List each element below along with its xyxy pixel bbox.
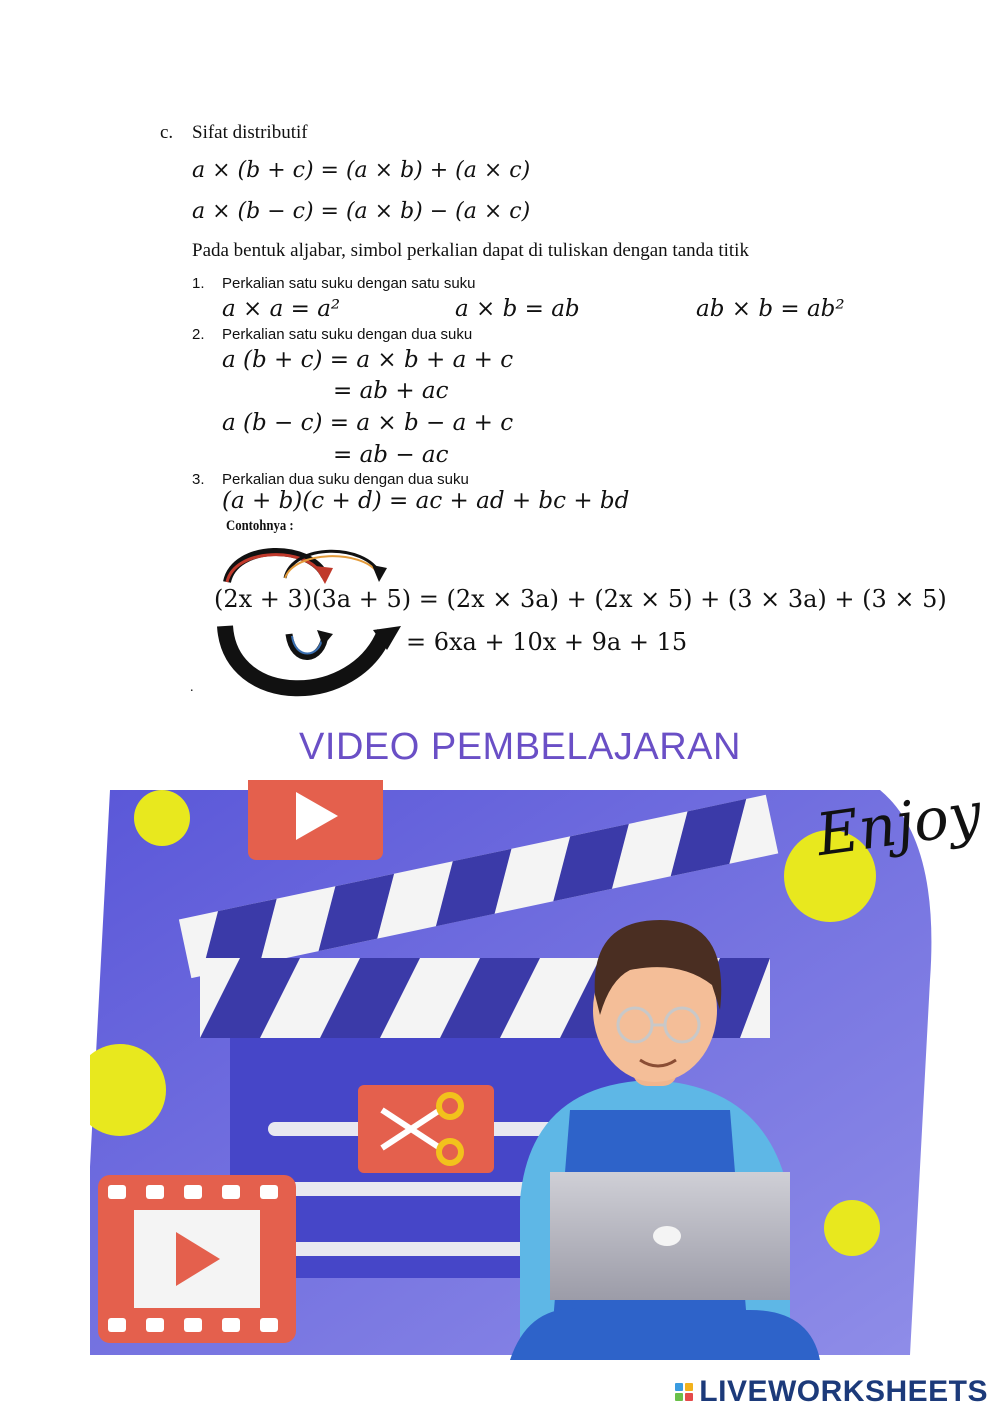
liveworksheets-logo[interactable] <box>675 1376 988 1408</box>
list-number-1: 1. <box>192 275 205 292</box>
section-letter: c. <box>160 122 174 143</box>
top-arrow-red <box>227 552 325 582</box>
section-paragraph: Pada bentuk aljabar, simbol perkalian dapat di tuliskan dengan tanda titik <box>192 240 749 261</box>
list-number-3: 3. <box>192 471 205 488</box>
list1-math-b: a × b = ab <box>455 296 580 322</box>
example-label: Contohnya : <box>226 518 294 534</box>
list-title-2: Perkalian satu suku dengan dua suku <box>222 326 473 343</box>
film-strip-icon <box>98 1175 296 1343</box>
list2-math-line1: a (b + c) = a × b + a + c <box>222 347 514 373</box>
example-equation-line1: (2x + 3)(3a + 5) = (2x × 3a) + (2x × 5) + (3 × 3a) + (3 × 5) <box>214 585 947 613</box>
list2-math-line4: = ab − ac <box>333 442 449 468</box>
svg-text:Enjoy: Enjoy <box>812 778 986 870</box>
list-number-2: 2. <box>192 326 205 343</box>
logo-icon <box>675 1383 693 1401</box>
scissors-icon <box>358 1085 494 1173</box>
distributive-equation-plus: a × (b + c) = (a × b) + (a × c) <box>192 158 531 183</box>
list1-math-a: a × a = a² <box>222 296 341 322</box>
list1-math-c: ab × b = ab² <box>696 296 845 322</box>
list-title-3: Perkalian dua suku dengan dua suku <box>222 471 469 488</box>
top-arrow-orange <box>372 565 387 582</box>
example-equation-line2: = 6xa + 10x + 9a + 15 <box>406 628 688 656</box>
video-title: VIDEO PEMBELAJARAN <box>299 726 741 768</box>
list2-math-line3: a (b − c) = a × b − a + c <box>222 410 514 436</box>
enjoy-signature-graphic <box>806 765 990 898</box>
section-title: Sifat distributif <box>192 122 308 143</box>
yellow-ball <box>134 790 190 846</box>
distributive-equation-minus: a × (b − c) = (a × b) − (a × c) <box>192 199 531 224</box>
arrows-illustration <box>215 538 415 698</box>
trailing-dot: . <box>190 680 194 695</box>
footer-brand: LIVEWORKSHEETS <box>699 1375 988 1408</box>
list3-math-line1: (a + b)(c + d) = ac + ad + bc + bd <box>222 488 630 514</box>
list-title-1: Perkalian satu suku dengan satu suku <box>222 275 476 292</box>
list2-math-line2: = ab + ac <box>333 378 449 404</box>
enjoy-handwriting <box>806 765 991 910</box>
